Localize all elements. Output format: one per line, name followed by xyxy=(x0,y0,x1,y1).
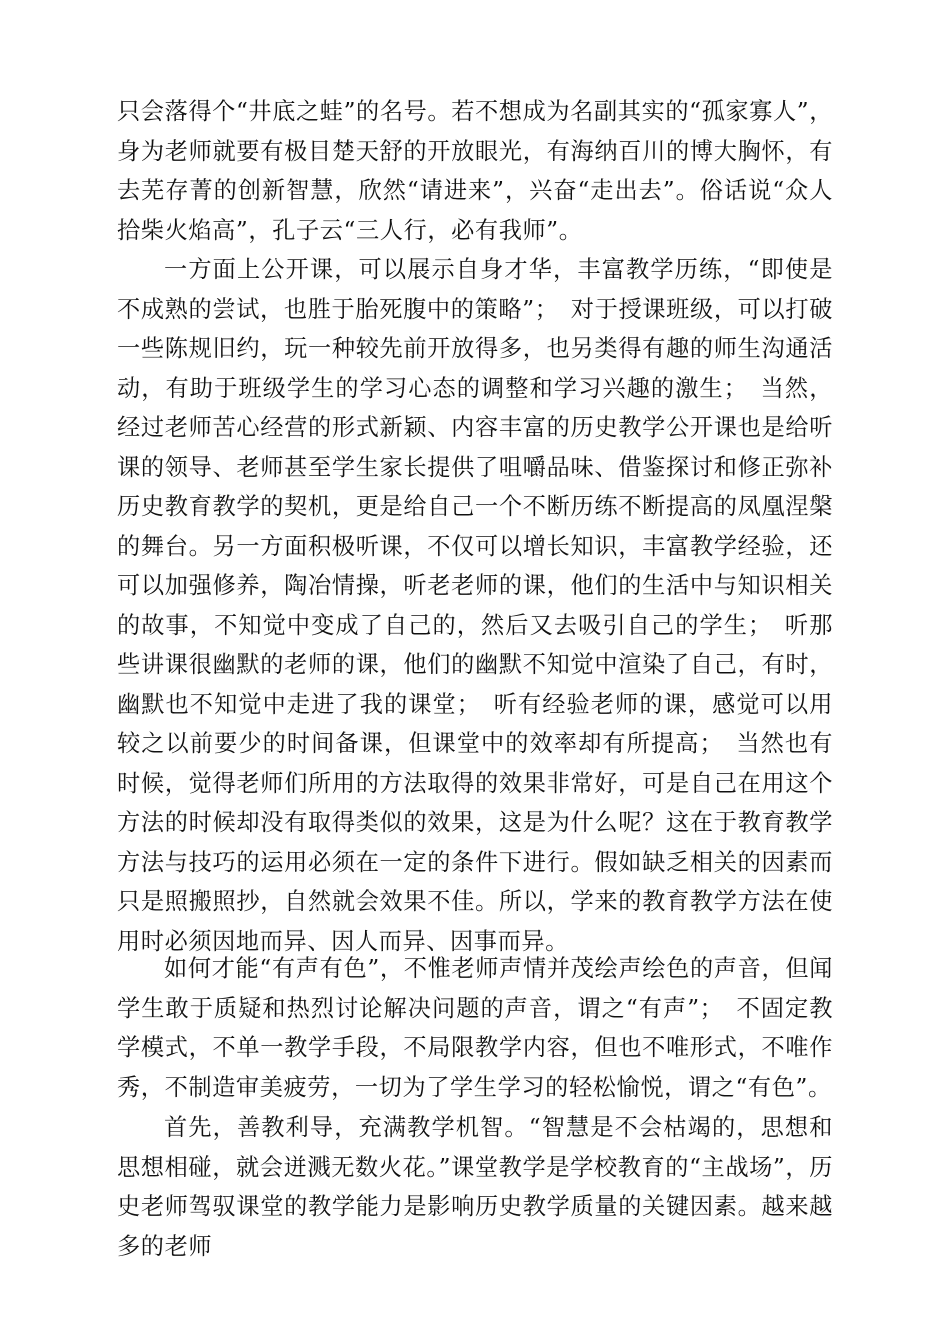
paragraph-2 xyxy=(117,250,833,961)
paragraph-text: 一方面上公开课，可以展示自身才华，丰富教学历练，“即使是不成熟的尝试，也胜于胎死腹中的策略”； 对于授课班级，可以打破一些陈规旧约，玩一种较先前开放得多，也另类得有趣的师生沟通活动，有助于班级学生的学习心态的调整和学习兴趣的激生； 当然，经过老师苦心经营的形式新颖、内容丰富的历史教学公开课也是给听课的领导、老师甚至学生家长提供了咀嚼品味、借鉴探讨和修正弥补历史教育教学的契机，更是给自己一个不断历练不断提高的凤凰涅槃的舞台。另一方面积极听课，不仅可以增长知识，丰富教学经验，还可以加强修养，陶冶情操，听老老师的课，他们的生活中与知识相关的故事，不知觉中变成了自己的，然后又去吸引自己的学生； 听那些讲课很幽默的老师的课，他们的幽默不知觉中渲染了自己，有时，幽默也不知觉中走进了我的课堂； 听有经验老师的课，感觉可以用较之以前要少的时间备课，但课堂中的效率却有所提高； 当然也有时候，觉得老师们所用的方法取得的效果非常好，可是自己在用这个方法的时候却没有取得类似的效果，这是为什么呢？这在于教育教学方法与技巧的运用必须在一定的条件下进行。假如缺乏相关的因素而只是照搬照抄，自然就会效果不佳。所以，学来的教育教学方法在使用时必须因地而异、因人而异、因事而异。 xyxy=(117,256,833,955)
paragraph-1 xyxy=(117,92,833,250)
paragraph-4 xyxy=(117,1108,833,1266)
paragraph-3 xyxy=(117,949,833,1107)
paragraph-text: 如何才能“有声有色”，不惟老师声情并茂绘声绘色的声音，但闻学生敢于质疑和热烈讨论解决问题的声音，谓之“有声”； 不固定教学模式，不单一教学手段，不局限教学内容，但也不唯形式，不唯作秀，不制造审美疲劳，一切为了学生学习的轻松愉悦，谓之“有色”。 xyxy=(117,955,833,1101)
paragraph-text: 首先，善教利导，充满教学机智。“智慧是不会枯竭的，思想和思想相碰，就会迸溅无数火花。”课堂教学是学校教育的“主战场”，历史老师驾驭课堂的教学能力是影响历史教学质量的关键因素。越来越多的老师 xyxy=(117,1114,833,1260)
paragraph-text: 只会落得个“井底之蛙”的名号。若不想成为名副其实的“孤家寡人”，身为老师就要有极目楚天舒的开放眼光，有海纳百川的博大胸怀，有去芜存菁的创新智慧，欣然“请进来”，兴奋“走出去”。俗话说“众人拾柴火焰高”，孔子云“三人行，必有我师”。 xyxy=(117,98,833,244)
